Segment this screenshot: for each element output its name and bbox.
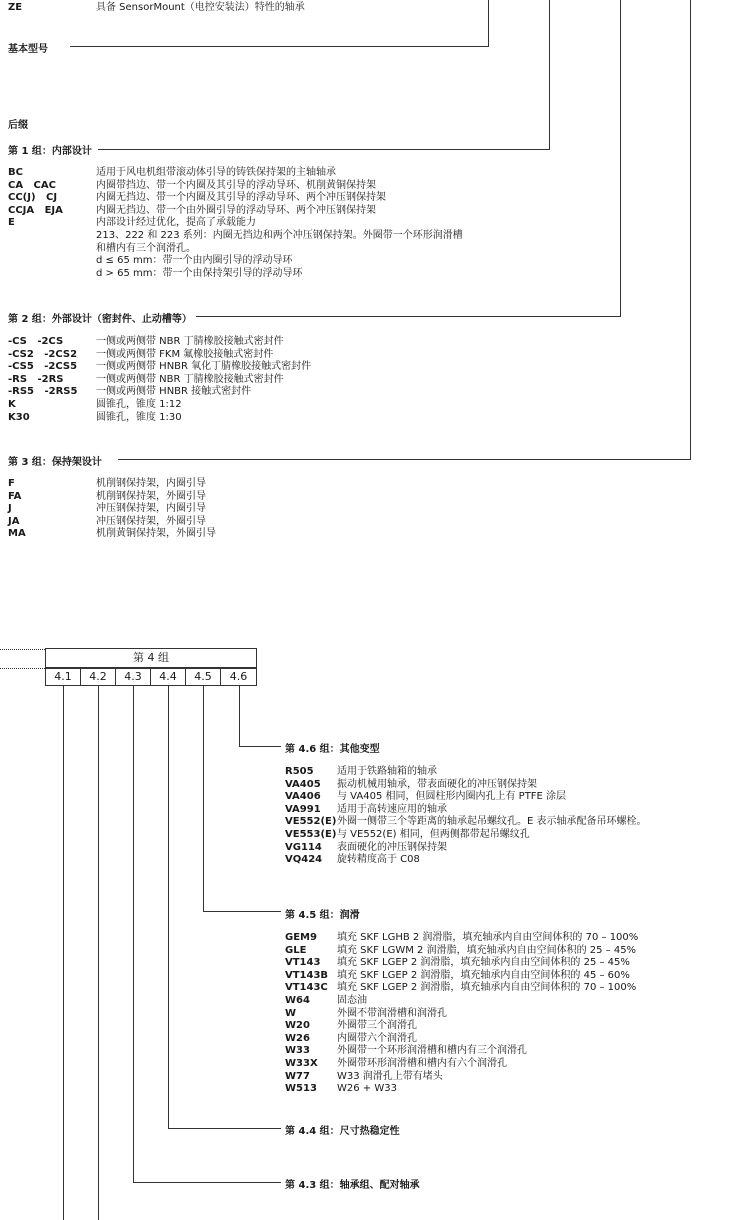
bracket-line-group2	[620, 0, 621, 317]
basic-type-label: 基本型号	[8, 40, 52, 55]
group1-codes: BC CA CAC CC(J) CJ CCJA EJA E	[8, 167, 63, 229]
group4-title: 第 4 组	[133, 651, 169, 664]
cell-4-4: 4.4	[150, 668, 186, 686]
bracket-line-basic	[488, 0, 489, 47]
cell-4-2: 4.2	[80, 668, 116, 686]
group46-descriptions: 适用于铁路轴箱的轴承 振动机械用轴承，带表面硬化的冲压钢保持架 与 VA405 相同，但圆柱形内圈内孔上有 PTFE 涂层 适用于高转速应用的轴承 外圈一侧带三个等距离的轴承起吊螺纹孔。E 表示轴承配备吊环螺栓。 与 VE552(E) 相同，但两侧都带起吊螺纹孔 表面硬化的冲压钢保持架 旋转精度高于 C08	[337, 766, 647, 866]
suffix-label: 后缀	[8, 116, 32, 131]
leader-group3	[118, 459, 691, 460]
dropline-4-6	[239, 686, 240, 746]
bracket-line-group1	[549, 0, 550, 150]
leader-group1	[98, 149, 550, 150]
dotted-line-upper	[0, 649, 45, 650]
group46-codes: R505 VA405 VA406 VA991 VE552(E) VE553(E) VG114 VQ424	[285, 766, 337, 866]
group43-title: 第 4.3 组：轴承组、配对轴承	[285, 1176, 424, 1191]
dropline-4-5	[203, 686, 204, 911]
group2-codes: -CS -2CS -CS2 -2CS2 -CS5 -2CS5 -RS -2RS -RS5 -2RS5 K K30	[8, 336, 78, 423]
group1-title: 第 1 组：内部设计	[8, 142, 96, 157]
group1-descriptions: 适用于风电机组带滚动体引导的铸铁保持架的主轴轴承 内圈带挡边、带一个内圈及其引导的浮动导环、机削黄铜保持架 内圈无挡边、带一个内圈及其引导的浮动导环、两个冲压钢保持架 内圈无挡边、带一个由外圈引导的浮动导环、两个冲压钢保持架 内部设计经过优化，提高了承载能力 213、222 和 223 系列：内圈无挡边和两个冲压钢保持架。外圈带一个环形润滑槽 和槽内有三个润滑孔。 d ≤ 65 mm：带一个由内圈引导的浮动导环 d > 65 mm：带一个由保持架引导的浮动导环	[96, 167, 463, 279]
group45-codes: GEM9 GLE VT143 VT143B VT143C W64 W W20 W26 W33 W33X W77 W513	[285, 932, 329, 1095]
leader-group2	[170, 316, 621, 317]
group3-codes: F FA J JA MA	[8, 478, 26, 540]
cell-4-5: 4.5	[185, 668, 221, 686]
group46-title: 第 4.6 组：其他变型	[285, 740, 384, 755]
group45-title: 第 4.5 组：润滑	[285, 906, 364, 921]
leader-basic-type	[70, 46, 489, 47]
group3-title: 第 3 组：保持架设计	[8, 453, 106, 468]
connector-4-4	[168, 1128, 281, 1129]
group4-header-box	[45, 648, 257, 668]
dropline-4-3	[133, 686, 134, 1183]
bracket-line-group3	[690, 0, 691, 460]
ze-code: ZE	[8, 2, 23, 13]
cell-4-6: 4.6	[220, 668, 257, 686]
group2-title: 第 2 组：外部设计（密封件、止动槽等）	[8, 310, 196, 325]
group3-descriptions: 机削钢保持架，内圈引导 机削钢保持架，外圈引导 冲压钢保持架，内圈引导 冲压钢保持架，外圈引导 机削黄铜保持架，外圈引导	[96, 478, 216, 540]
dropline-4-1	[63, 686, 64, 1220]
connector-4-5	[203, 911, 281, 912]
group44-title: 第 4.4 组：尺寸热稳定性	[285, 1122, 404, 1137]
connector-4-6	[239, 746, 281, 747]
group45-descriptions: 填充 SKF LGHB 2 润滑脂，填充轴承内自由空间体积的 70 – 100% 填充 SKF LGWM 2 润滑脂，填充轴承内自由空间体积的 25 – 45% 填充 SKF LGEP 2 润滑脂，填充轴承内自由空间体积的 25 – 45% 填充 SKF LGEP 2 润滑脂，填充轴承内自由空间体积的 45 – 60% 填充 SKF LGEP 2 润滑脂，填充轴承内自由空间体积的 70 – 100% 固态油 外圈不带润滑槽和润滑孔 外圈带三个润滑孔 内圈带六个润滑孔 外圈带一个环形润滑槽和槽内有三个润滑孔 外圈带环形润滑槽和槽内有六个润滑孔 W33 润滑孔上带有堵头 W26 + W33	[337, 932, 639, 1095]
cell-4-3: 4.3	[115, 668, 151, 686]
dropline-4-2	[98, 686, 99, 1220]
group2-descriptions: 一侧或两侧带 NBR 丁腈橡胶接触式密封件 一侧或两侧带 FKM 氟橡胶接触式密封件 一侧或两侧带 HNBR 氧化丁腈橡胶接触式密封件 一侧或两侧带 NBR 丁腈橡胶接触式密封件 一侧或两侧带 HNBR 接触式密封件 圆锥孔，锥度 1:12 圆锥孔，锥度 1:30	[96, 336, 312, 423]
connector-4-3	[133, 1182, 281, 1183]
dropline-4-4	[168, 686, 169, 1129]
ze-description: 具备 SensorMount（电控安装法）特性的轴承	[96, 2, 305, 13]
cell-4-1: 4.1	[45, 668, 81, 686]
dotted-line-lower	[0, 668, 45, 669]
